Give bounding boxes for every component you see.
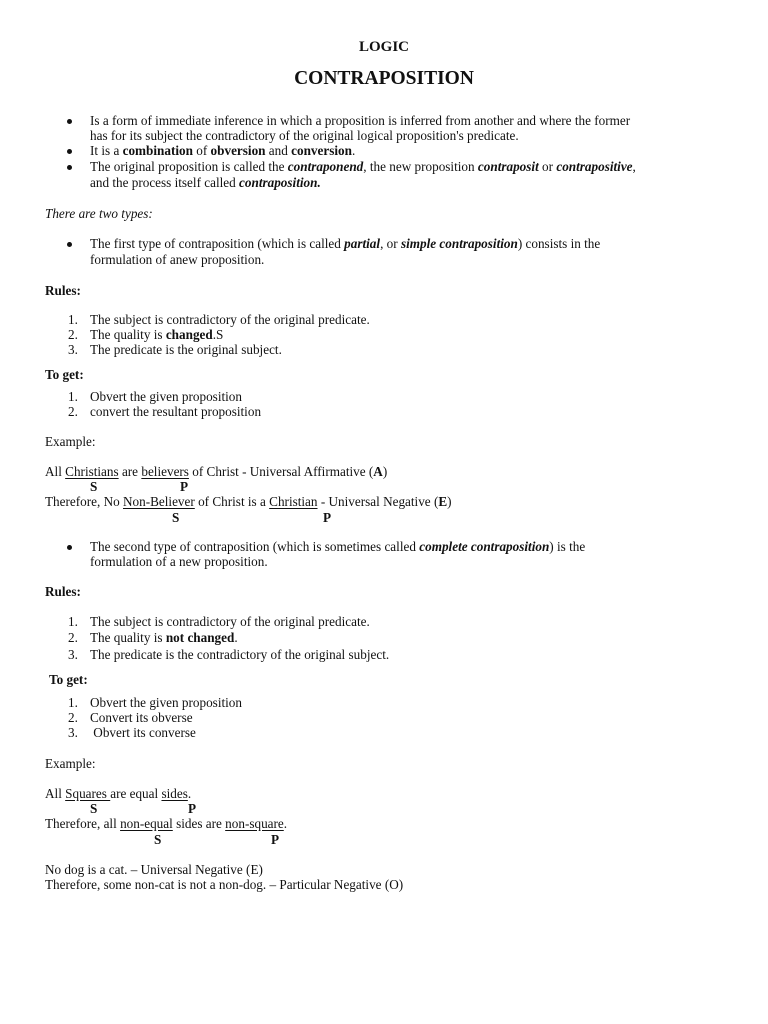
complete-rule-3: The predicate is the contradictory of the original subject. — [90, 647, 390, 662]
subject-marker: S — [90, 479, 98, 494]
list-number: 1. — [68, 389, 78, 404]
bullet-dot — [67, 545, 72, 550]
complete-example-line-2: Therefore, all non-equal sides are non-square. — [45, 816, 288, 831]
types-intro: There are two types: — [45, 206, 153, 221]
partial-rule-2: The quality is changed.S — [90, 327, 224, 342]
list-number: 1. — [68, 312, 78, 327]
complete-bullet-line-2: formulation of a new proposition. — [90, 554, 268, 569]
partial-toget-1: Obvert the given proposition — [90, 389, 242, 404]
bullet-dot — [67, 165, 72, 170]
partial-bullet-line-1: The first type of contraposition (which is called partial, or simple contraposition) consists in the — [90, 236, 601, 251]
subject-marker: S — [90, 801, 98, 816]
complete-example-line-1: All Squares are equal sides. — [45, 786, 192, 801]
bullet-dot — [67, 242, 72, 247]
page-title: CONTRAPOSITION — [294, 68, 474, 89]
complete-toget-2: Convert its obverse — [90, 710, 193, 725]
partial-toget-heading: To get: — [45, 367, 84, 382]
predicate-marker: P — [323, 510, 332, 525]
complete-rule-2: The quality is not changed. — [90, 630, 238, 645]
bullet-dot — [67, 119, 72, 124]
partial-toget-2: convert the resultant proposition — [90, 404, 262, 419]
bullet-dot — [67, 149, 72, 154]
intro-bullet-1-line-2: has for its subject the contradictory of the original logical proposition's predicate. — [90, 128, 519, 143]
intro-bullet-3-line-2: and the process itself called contraposition. — [90, 175, 321, 190]
complete-rules-heading: Rules: — [45, 584, 81, 599]
subject-marker: S — [172, 510, 180, 525]
predicate-marker: P — [271, 832, 280, 847]
list-number: 3. — [68, 342, 78, 357]
complete-toget-heading: To get: — [49, 672, 88, 687]
complete-example-label: Example: — [45, 756, 96, 771]
intro-bullet-1-line-1: Is a form of immediate inference in which a proposition is inferred from another and where the former — [90, 113, 631, 128]
complete-toget-1: Obvert the given proposition — [90, 695, 242, 710]
extra-example-line-2: Therefore, some non-cat is not a non-dog. – Particular Negative (O) — [45, 877, 404, 892]
complete-toget-3: Obvert its converse — [90, 725, 196, 740]
partial-example-line-2: Therefore, No Non-Believer of Christ is a Christian - Universal Negative (E) — [45, 494, 452, 509]
predicate-marker: P — [180, 479, 189, 494]
partial-rule-3: The predicate is the original subject. — [90, 342, 282, 357]
list-number: 2. — [68, 630, 78, 645]
subject-marker: S — [154, 832, 162, 847]
list-number: 3. — [68, 725, 78, 740]
predicate-marker: P — [188, 801, 197, 816]
list-number: 2. — [68, 327, 78, 342]
partial-example-label: Example: — [45, 434, 96, 449]
extra-example-line-1: No dog is a cat. – Universal Negative (E) — [45, 862, 263, 877]
partial-example-line-1: All Christians are believers of Christ - Universal Affirmative (A) — [45, 464, 388, 479]
list-number: 2. — [68, 710, 78, 725]
list-number: 1. — [68, 614, 78, 629]
intro-bullet-2: It is a combination of obversion and conversion. — [90, 143, 356, 158]
list-number: 2. — [68, 404, 78, 419]
partial-rules-heading: Rules: — [45, 283, 81, 298]
partial-rule-1: The subject is contradictory of the original predicate. — [90, 312, 370, 327]
list-number: 3. — [68, 647, 78, 662]
complete-rule-1: The subject is contradictory of the original predicate. — [90, 614, 370, 629]
intro-bullet-3-line-1: The original proposition is called the contraponend, the new proposition contraposit or contrapositive, — [90, 159, 636, 174]
complete-bullet-line-1: The second type of contraposition (which is sometimes called complete contraposition) is the — [90, 539, 586, 554]
partial-bullet-line-2: formulation of anew proposition. — [90, 252, 265, 267]
subject-heading: LOGIC — [358, 39, 409, 55]
list-number: 1. — [68, 695, 78, 710]
